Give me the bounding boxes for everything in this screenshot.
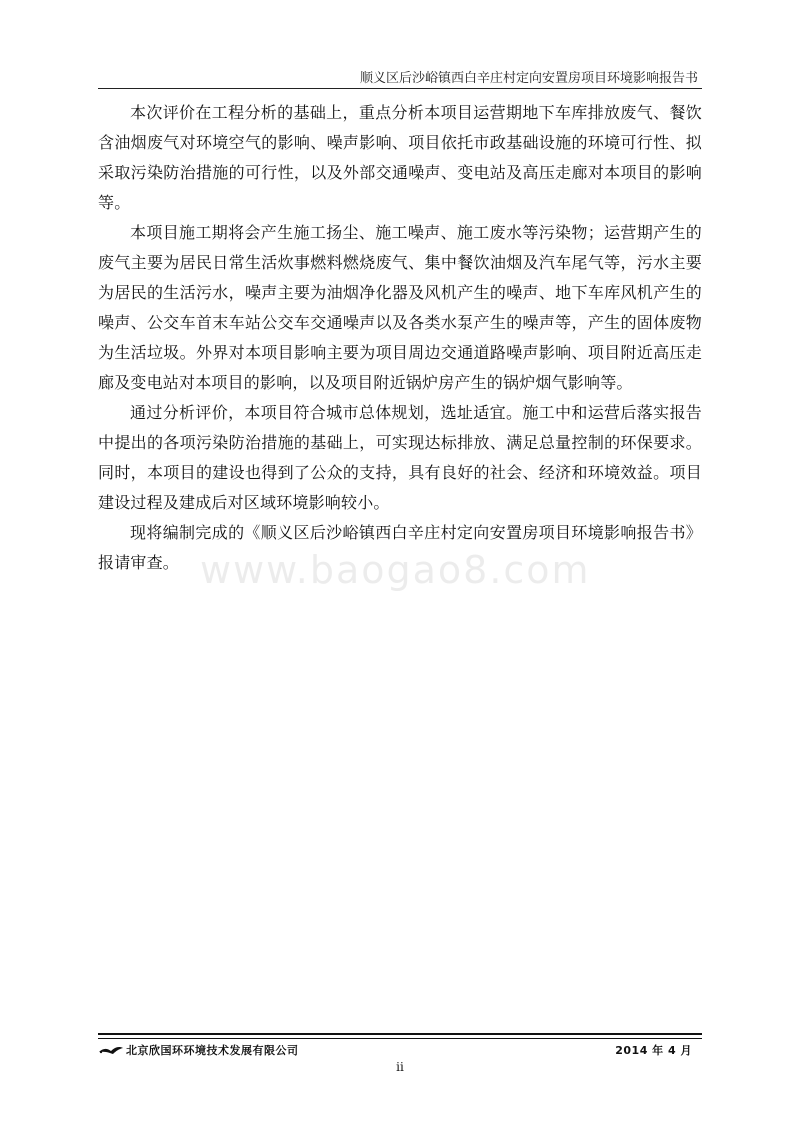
footer-date: 2014 年 4 月 bbox=[615, 1044, 692, 1057]
paragraph-conclusion: 通过分析评价，本项目符合城市总体规划，选址适宜。施工中和运营后落实报告中提出的各项污染防治措施的基础上，可实现达标排放、满足总量控制的环保要求。同时，本项目的建设也得到了公众的支持，具有良好的社会、经济和环境效益。项目建设过程及建成后对区域环境影响较小。 bbox=[98, 403, 702, 512]
footer-divider-thick bbox=[98, 1033, 702, 1035]
header-title: 顺义区后沙峪镇西白辛庄村定向安置房项目环境影响报告书 bbox=[359, 71, 698, 86]
footer-company-name: 北京欣国环环境技术发展有限公司 bbox=[126, 1044, 299, 1057]
footer-divider-thin bbox=[98, 1038, 702, 1039]
paragraph-submission: 现将编制完成的《顺义区后沙峪镇西白辛庄村定向安置房项目环境影响报告书》报请审查。 bbox=[98, 523, 702, 572]
header-divider bbox=[98, 88, 702, 89]
paragraph-evaluation-scope: 本次评价在工程分析的基础上，重点分析本项目运营期地下车库排放废气、餐饮含油烟废气对环境空气的影响、噪声影响、项目依托市政基础设施的环境可行性、拟采取污染防治措施的可行性，以及外部交通噪声、变电站及高压走廊对本项目的影响等。 bbox=[98, 103, 702, 212]
body-text bbox=[98, 98, 702, 578]
paragraph-pollutants: 本项目施工期将会产生施工扬尘、施工噪声、施工废水等污染物；运营期产生的废气主要为居民日常生活炊事燃料燃烧废气、集中餐饮油烟及汽车尾气等，污水主要为居民的生活污水，噪声主要为油烟净化器及风机产生的噪声、地下车库风机产生的噪声、公交车首末车站公交车交通噪声以及各类水泵产生的噪声等，产生的固体废物为生活垃圾。外界对本项目影响主要为项目周边交通道路噪声影响、项目附近高压走廊及变电站对本项目的影响，以及项目附近锅炉房产生的锅炉烟气影响等。 bbox=[98, 223, 702, 392]
page-number: ii bbox=[396, 1060, 404, 1074]
bird-logo-icon bbox=[98, 1045, 124, 1057]
watermark: www.baogao8.com bbox=[200, 548, 591, 592]
